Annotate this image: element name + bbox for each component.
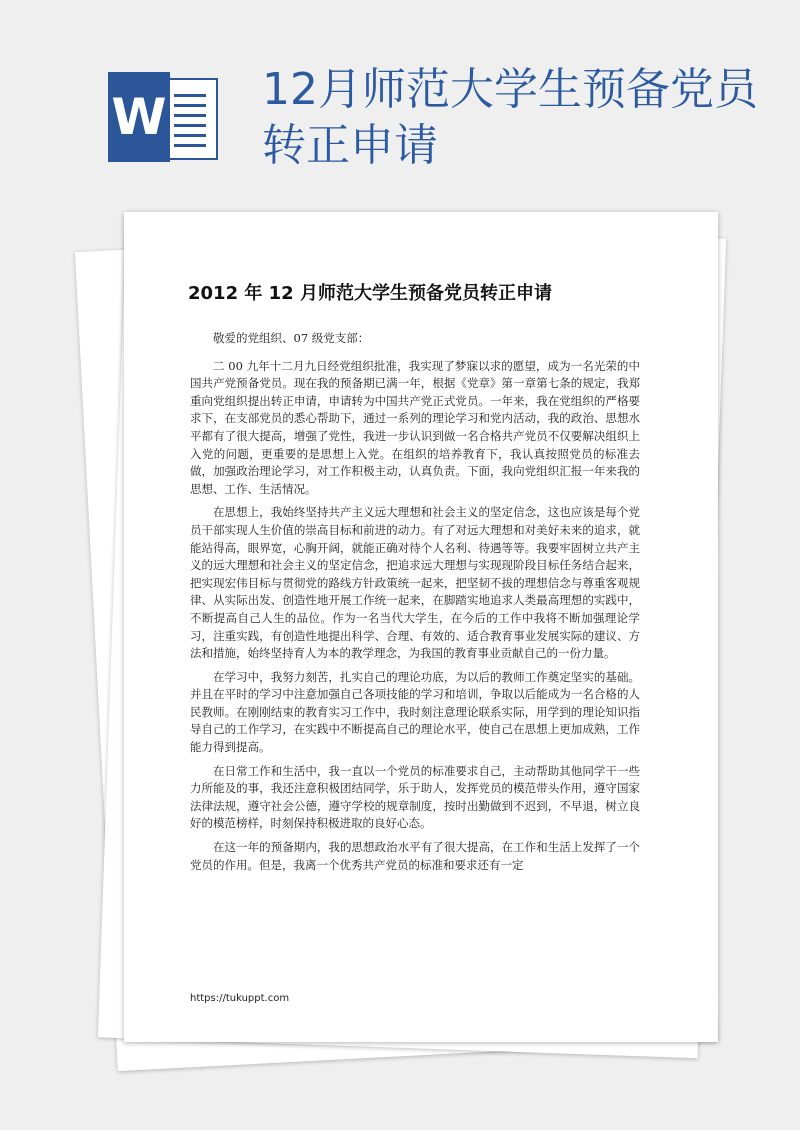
page-title: 12月师范大学生预备党员转正申请 <box>262 64 758 171</box>
paragraph: 在这一年的预备期内，我的思想政治水平有了很大提高，在工作和生活上发挥了一个党员的作用。但是，我离一个优秀共产党员的标准和要求还有一定 <box>190 840 640 872</box>
word-letter-badge: W <box>108 72 170 162</box>
paragraph: 在学习中，我努力刻苦，扎实自己的理论功底，为以后的教师工作奠定坚实的基础。并且在平时的学习中注意加强自己各项技能的学习和培训，争取以后能成为一名合格的人民教师。在刚刚结束的教育实习工作中，我时刻注意理论联系实际，用学到的理论知识指导自己的工作学习，在实践中不断提高自己的理论水平，使自己在思想上更加成熟，工作能力得到提高。 <box>190 669 640 755</box>
document-title: 2012 年 12 月师范大学生预备党员转正申请 <box>188 283 552 304</box>
paragraph: 在思想上，我始终坚持共产主义远大理想和社会主义的坚定信念，这也应该是每个党员干部实现人生价值的崇高目标和前进的动力。有了对远大理想和对美好未来的追求，就能站得高，眼界宽，心胸开阔，就能正确对待个人名利、待遇等等。我要牢固树立共产主义的远大理想和社会主义的坚定信念，把追求远大理想与实现现阶段目标任务结合起来，把实现宏伟目标与贯彻党的路线方针政策统一起来，把坚韧不拔的理想信念与尊重客观规律、从实际出发、创造性地开展工作统一起来，在脚踏实地追求人类最高理想的实践中，不断提高自己人生的品位。作为一名当代大学生，在今后的工作中我将不断加强理论学习，注重实践，有创造性地提出科学、合理、有效的、适合教育事业发展实际的建议、方法和措施，始终坚持育人为本的教学理念，为我国的教育事业贡献自己的一份力量。 <box>190 505 640 661</box>
document-body <box>190 330 640 880</box>
header <box>0 0 800 200</box>
document-page <box>124 212 718 1042</box>
salutation: 敬爱的党组织、07 级党支部： <box>213 331 370 345</box>
paragraph: 在日常工作和生活中，我一直以一个党员的标准要求自己，主动帮助其他同学干一些力所能及的事，我还注意积极团结同学，乐于助人，发挥党员的模范带头作用，遵守国家法律法规，遵守社会公德，遵守学校的规章制度，按时出勤做到不迟到，不早退，树立良好的模范榜样，时刻保持积极进取的良好心态。 <box>190 763 640 831</box>
paragraph: 二 00 九年十二月九日经党组织批准，我实现了梦寐以求的愿望，成为一名光荣的中国共产党预备党员。现在我的预备期已满一年，根据《党章》第一章第七条的规定，我郑重向党组织提出转正申请，申请转为中国共产党正式党员。一年来，我在党组织的严格要求下，在支部党员的悉心帮助下，通过一系列的理论学习和党内活动，我的政治、思想水平都有了很大提高，增强了党性，我进一步认识到做一名合格共产党员不仅要解决组织上入党的问题，更重要的是思想上入党。在组织的培养教育下，我认真按照党员的标准去做，加强政治理论学习，对工作积极主动，认真负责。下面，我向党组织汇报一年来我的思想、工作、生活情况。 <box>190 358 640 496</box>
word-document-icon <box>108 72 218 162</box>
source-url: https://tukuppt.com <box>190 993 290 1004</box>
